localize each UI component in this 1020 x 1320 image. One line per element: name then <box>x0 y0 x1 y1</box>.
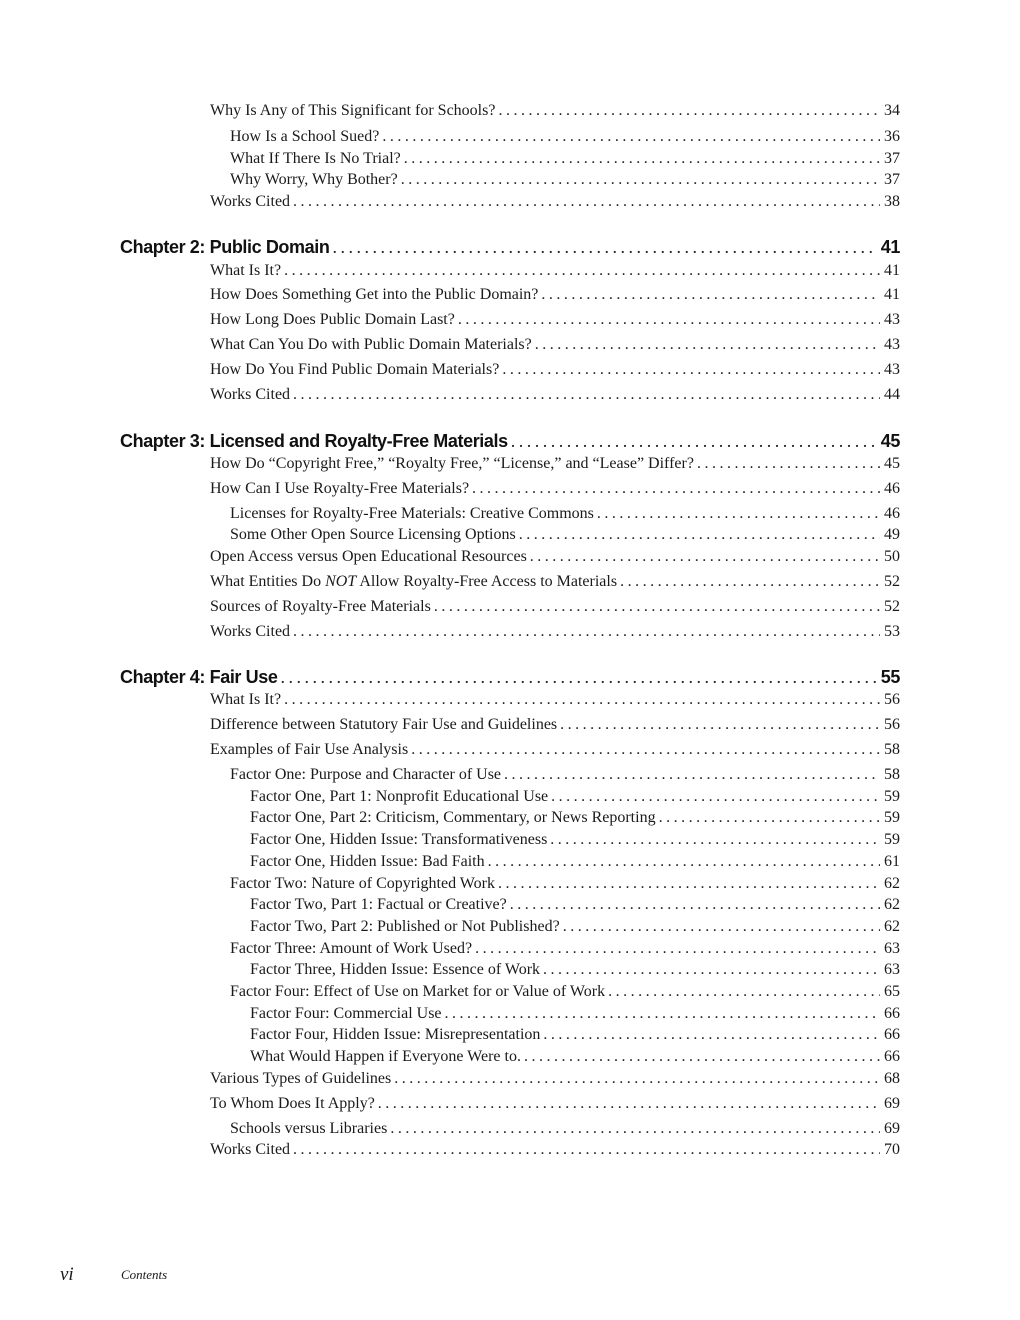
toc-entry-title: Works Cited <box>210 386 291 403</box>
toc-entry <box>210 1094 900 1114</box>
toc-entry-title: To Whom Does It Apply? <box>210 1095 375 1112</box>
toc-page-number: 37 <box>884 171 900 188</box>
toc-entry-title: Factor Three, Hidden Issue: Essence of Work <box>250 961 541 978</box>
dot-leader <box>557 715 880 735</box>
toc-entry-title: Factor One, Hidden Issue: Bad Faith <box>250 853 485 870</box>
toc-entry-title: Works Cited <box>210 623 291 640</box>
toc-page-number: 46 <box>884 480 900 497</box>
toc-page-number: 38 <box>884 193 900 210</box>
toc-entry <box>210 360 900 380</box>
dot-leader <box>516 525 880 545</box>
dot-leader <box>507 895 880 915</box>
toc-page-number: 66 <box>884 1005 900 1022</box>
dot-leader <box>605 982 880 1002</box>
toc-page-number: 62 <box>884 896 900 913</box>
toc-entry <box>230 765 900 785</box>
dot-leader <box>281 261 880 281</box>
toc-entry-title: Licenses for Royalty-Free Materials: Creative Commons <box>230 505 594 522</box>
dot-leader <box>398 170 880 190</box>
toc-entry <box>230 874 900 894</box>
dot-leader <box>532 335 880 355</box>
toc-entry-title: Various Types of Guidelines <box>210 1070 392 1087</box>
dot-leader <box>472 939 880 959</box>
toc-entry <box>230 149 900 169</box>
toc-entry <box>230 127 900 147</box>
toc-entry <box>250 1047 900 1067</box>
toc-page-number: 63 <box>884 961 900 978</box>
toc-page-number: 53 <box>884 623 900 640</box>
toc-entry-title: How Long Does Public Domain Last? <box>210 311 455 328</box>
dot-leader <box>387 1119 880 1139</box>
dot-leader <box>495 101 880 121</box>
page-number: vi <box>60 1264 74 1285</box>
toc-entry-title: What Would Happen if Everyone Were to. <box>250 1048 521 1065</box>
toc-entry <box>210 1140 900 1160</box>
toc-entry-title: What If There Is No Trial? <box>230 150 401 167</box>
toc-entry <box>210 285 900 305</box>
toc-entry-title: Factor Four, Hidden Issue: Misrepresentation <box>250 1026 541 1043</box>
toc-entry <box>210 1069 900 1089</box>
toc-page-number: 43 <box>884 336 900 353</box>
toc-page-number: 66 <box>884 1048 900 1065</box>
toc-entry-title: What Is It? <box>210 262 282 279</box>
dot-leader <box>508 430 877 452</box>
dot-leader <box>277 666 876 688</box>
dot-leader <box>281 690 880 710</box>
dot-leader <box>485 852 880 872</box>
toc-entry <box>230 1119 900 1139</box>
toc-entry <box>210 192 900 212</box>
toc-entry <box>210 310 900 330</box>
dot-leader <box>401 149 880 169</box>
toc-entry <box>250 787 900 807</box>
toc-entry <box>230 982 900 1002</box>
dot-leader <box>391 1069 880 1089</box>
toc-entry <box>210 622 900 642</box>
dot-leader <box>560 917 880 937</box>
dot-leader <box>431 597 880 617</box>
dot-leader <box>442 1004 880 1024</box>
toc-entry-title-part: What Entities Do <box>210 573 326 590</box>
toc-entry <box>250 852 900 872</box>
toc-entry <box>250 895 900 915</box>
toc-chapter-entry <box>120 430 900 452</box>
toc-entry-title: Schools versus Libraries <box>230 1120 388 1137</box>
toc-entry <box>210 261 900 281</box>
toc-page-number: 45 <box>880 431 900 451</box>
toc-entry <box>210 454 900 474</box>
dot-leader <box>540 960 880 980</box>
dot-leader <box>290 1140 880 1160</box>
dot-leader <box>290 385 880 405</box>
dot-leader <box>375 1094 880 1114</box>
toc-chapter-title: Chapter 3: Licensed and Royalty-Free Materials <box>120 431 508 451</box>
toc-page-number: 43 <box>884 361 900 378</box>
toc-page-number: 66 <box>884 1026 900 1043</box>
toc-page-number: 45 <box>884 455 900 472</box>
dot-leader <box>469 479 880 499</box>
toc-chapter-title: Chapter 4: Fair Use <box>120 667 278 687</box>
toc-entry-title: Why Worry, Why Bother? <box>230 171 398 188</box>
toc-page-number: 70 <box>884 1141 900 1158</box>
toc-entry-title: Why Is Any of This Significant for Schools? <box>210 102 496 119</box>
toc-entry-title: Difference between Statutory Fair Use and Guidelines <box>210 716 558 733</box>
toc-entry <box>230 504 900 524</box>
toc-entry-title: Factor Two: Nature of Copyrighted Work <box>230 875 495 892</box>
toc-page-number: 41 <box>880 237 900 257</box>
toc-entry-title: How Is a School Sued? <box>230 128 380 145</box>
dot-leader <box>538 285 880 305</box>
dot-leader <box>379 127 880 147</box>
toc-page-number: 43 <box>884 311 900 328</box>
toc-page-number: 59 <box>884 788 900 805</box>
toc-page-number: 41 <box>884 262 900 279</box>
toc-entry-title: Factor One: Purpose and Character of Use <box>230 766 502 783</box>
dot-leader <box>495 874 880 894</box>
toc-entry-title: Works Cited <box>210 1141 291 1158</box>
toc-entry-title: What Can You Do with Public Domain Materials? <box>210 336 532 353</box>
toc-page-number: 69 <box>884 1095 900 1112</box>
toc-page-number: 37 <box>884 150 900 167</box>
toc-page-number: 36 <box>884 128 900 145</box>
toc-entry <box>210 572 900 592</box>
dot-leader <box>540 1025 880 1045</box>
toc-page-number: 62 <box>884 918 900 935</box>
toc-entry <box>210 715 900 735</box>
toc-entry-title: How Do You Find Public Domain Materials? <box>210 361 500 378</box>
toc-entry <box>250 1004 900 1024</box>
toc-entry-title: How Can I Use Royalty-Free Materials? <box>210 480 470 497</box>
toc-page-number: 56 <box>884 716 900 733</box>
toc-entry-title: Factor Two, Part 2: Published or Not Published? <box>250 918 560 935</box>
toc-entry-title: How Do “Copyright Free,” “Royalty Free,” “License,” and “Lease” Differ? <box>210 455 694 472</box>
toc-page-number: 52 <box>884 573 900 590</box>
toc-entry <box>210 385 900 405</box>
toc-entry <box>250 1025 900 1045</box>
running-footer-label: Contents <box>121 1267 168 1282</box>
dot-leader <box>329 236 876 258</box>
toc-entry <box>210 597 900 617</box>
toc-entry-title: What Is It? <box>210 691 282 708</box>
toc-entry <box>210 690 900 710</box>
toc-page-number: 49 <box>884 526 900 543</box>
toc-entry <box>210 335 900 355</box>
dot-leader <box>527 547 880 567</box>
toc-entry-title-emphasis: NOT <box>325 573 357 590</box>
toc-entry <box>250 917 900 937</box>
toc-page-number: 41 <box>884 286 900 303</box>
toc-page-number: 63 <box>884 940 900 957</box>
toc-page-number: 61 <box>884 853 900 870</box>
toc-page-number: 58 <box>884 741 900 758</box>
toc-entry <box>230 525 900 545</box>
toc-entry <box>230 170 900 190</box>
dot-leader <box>547 830 880 850</box>
toc-entry-title: How Does Something Get into the Public Domain? <box>210 286 539 303</box>
toc-entry <box>210 547 900 567</box>
dot-leader <box>455 310 880 330</box>
toc-page-number: 69 <box>884 1120 900 1137</box>
toc-entry <box>210 479 900 499</box>
toc-entry <box>230 939 900 959</box>
dot-leader <box>290 622 880 642</box>
dot-leader <box>521 1047 880 1067</box>
toc-page-number: 56 <box>884 691 900 708</box>
dot-leader <box>548 787 880 807</box>
toc-entry-title: Factor One, Part 1: Nonprofit Educational Use <box>250 788 549 805</box>
toc-page-number: 34 <box>884 102 900 119</box>
toc-entry-title: Works Cited <box>210 193 291 210</box>
toc-entry-title: Examples of Fair Use Analysis <box>210 741 409 758</box>
toc-chapter-entry <box>120 666 900 688</box>
toc-entry-title: Factor Three: Amount of Work Used? <box>230 940 473 957</box>
toc-page-number: 68 <box>884 1070 900 1087</box>
dot-leader <box>290 192 880 212</box>
toc-entry-title-part: Allow Royalty-Free Access to Materials <box>356 573 618 590</box>
toc-chapter-title: Chapter 2: Public Domain <box>120 237 330 257</box>
dot-leader <box>408 740 880 760</box>
toc-entry-title: Factor One, Hidden Issue: Transformativeness <box>250 831 548 848</box>
toc-entry <box>250 830 900 850</box>
toc-entry-title <box>210 572 617 592</box>
toc-entry <box>250 960 900 980</box>
toc-entry-title: Factor Two, Part 1: Factual or Creative? <box>250 896 507 913</box>
dot-leader <box>594 504 880 524</box>
toc-entry-title: Some Other Open Source Licensing Options <box>230 526 516 543</box>
toc-entry-title: Sources of Royalty-Free Materials <box>210 598 431 615</box>
toc-page-number: 59 <box>884 809 900 826</box>
toc-page-number: 62 <box>884 875 900 892</box>
toc-entry-title: Open Access versus Open Educational Resources <box>210 548 527 565</box>
dot-leader <box>617 572 880 592</box>
toc-entry <box>250 808 900 828</box>
dot-leader <box>499 360 880 380</box>
toc-page-number: 58 <box>884 766 900 783</box>
dot-leader <box>656 808 880 828</box>
toc-page-number: 59 <box>884 831 900 848</box>
toc-page-number: 65 <box>884 983 900 1000</box>
toc-entry-title: Factor Four: Commercial Use <box>250 1005 442 1022</box>
toc-page-number: 44 <box>884 386 900 403</box>
toc-entry <box>210 101 900 121</box>
toc-entry-title: Factor One, Part 2: Criticism, Commentary, or News Reporting <box>250 809 656 826</box>
dot-leader <box>694 454 880 474</box>
toc-page-number: 55 <box>880 667 900 687</box>
dot-leader <box>501 765 880 785</box>
toc-page-number: 50 <box>884 548 900 565</box>
toc-entry <box>210 740 900 760</box>
toc-page-number: 46 <box>884 505 900 522</box>
toc-page-number: 52 <box>884 598 900 615</box>
toc-entry-title: Factor Four: Effect of Use on Market for or Value of Work <box>230 983 606 1000</box>
toc-chapter-entry <box>120 236 900 258</box>
